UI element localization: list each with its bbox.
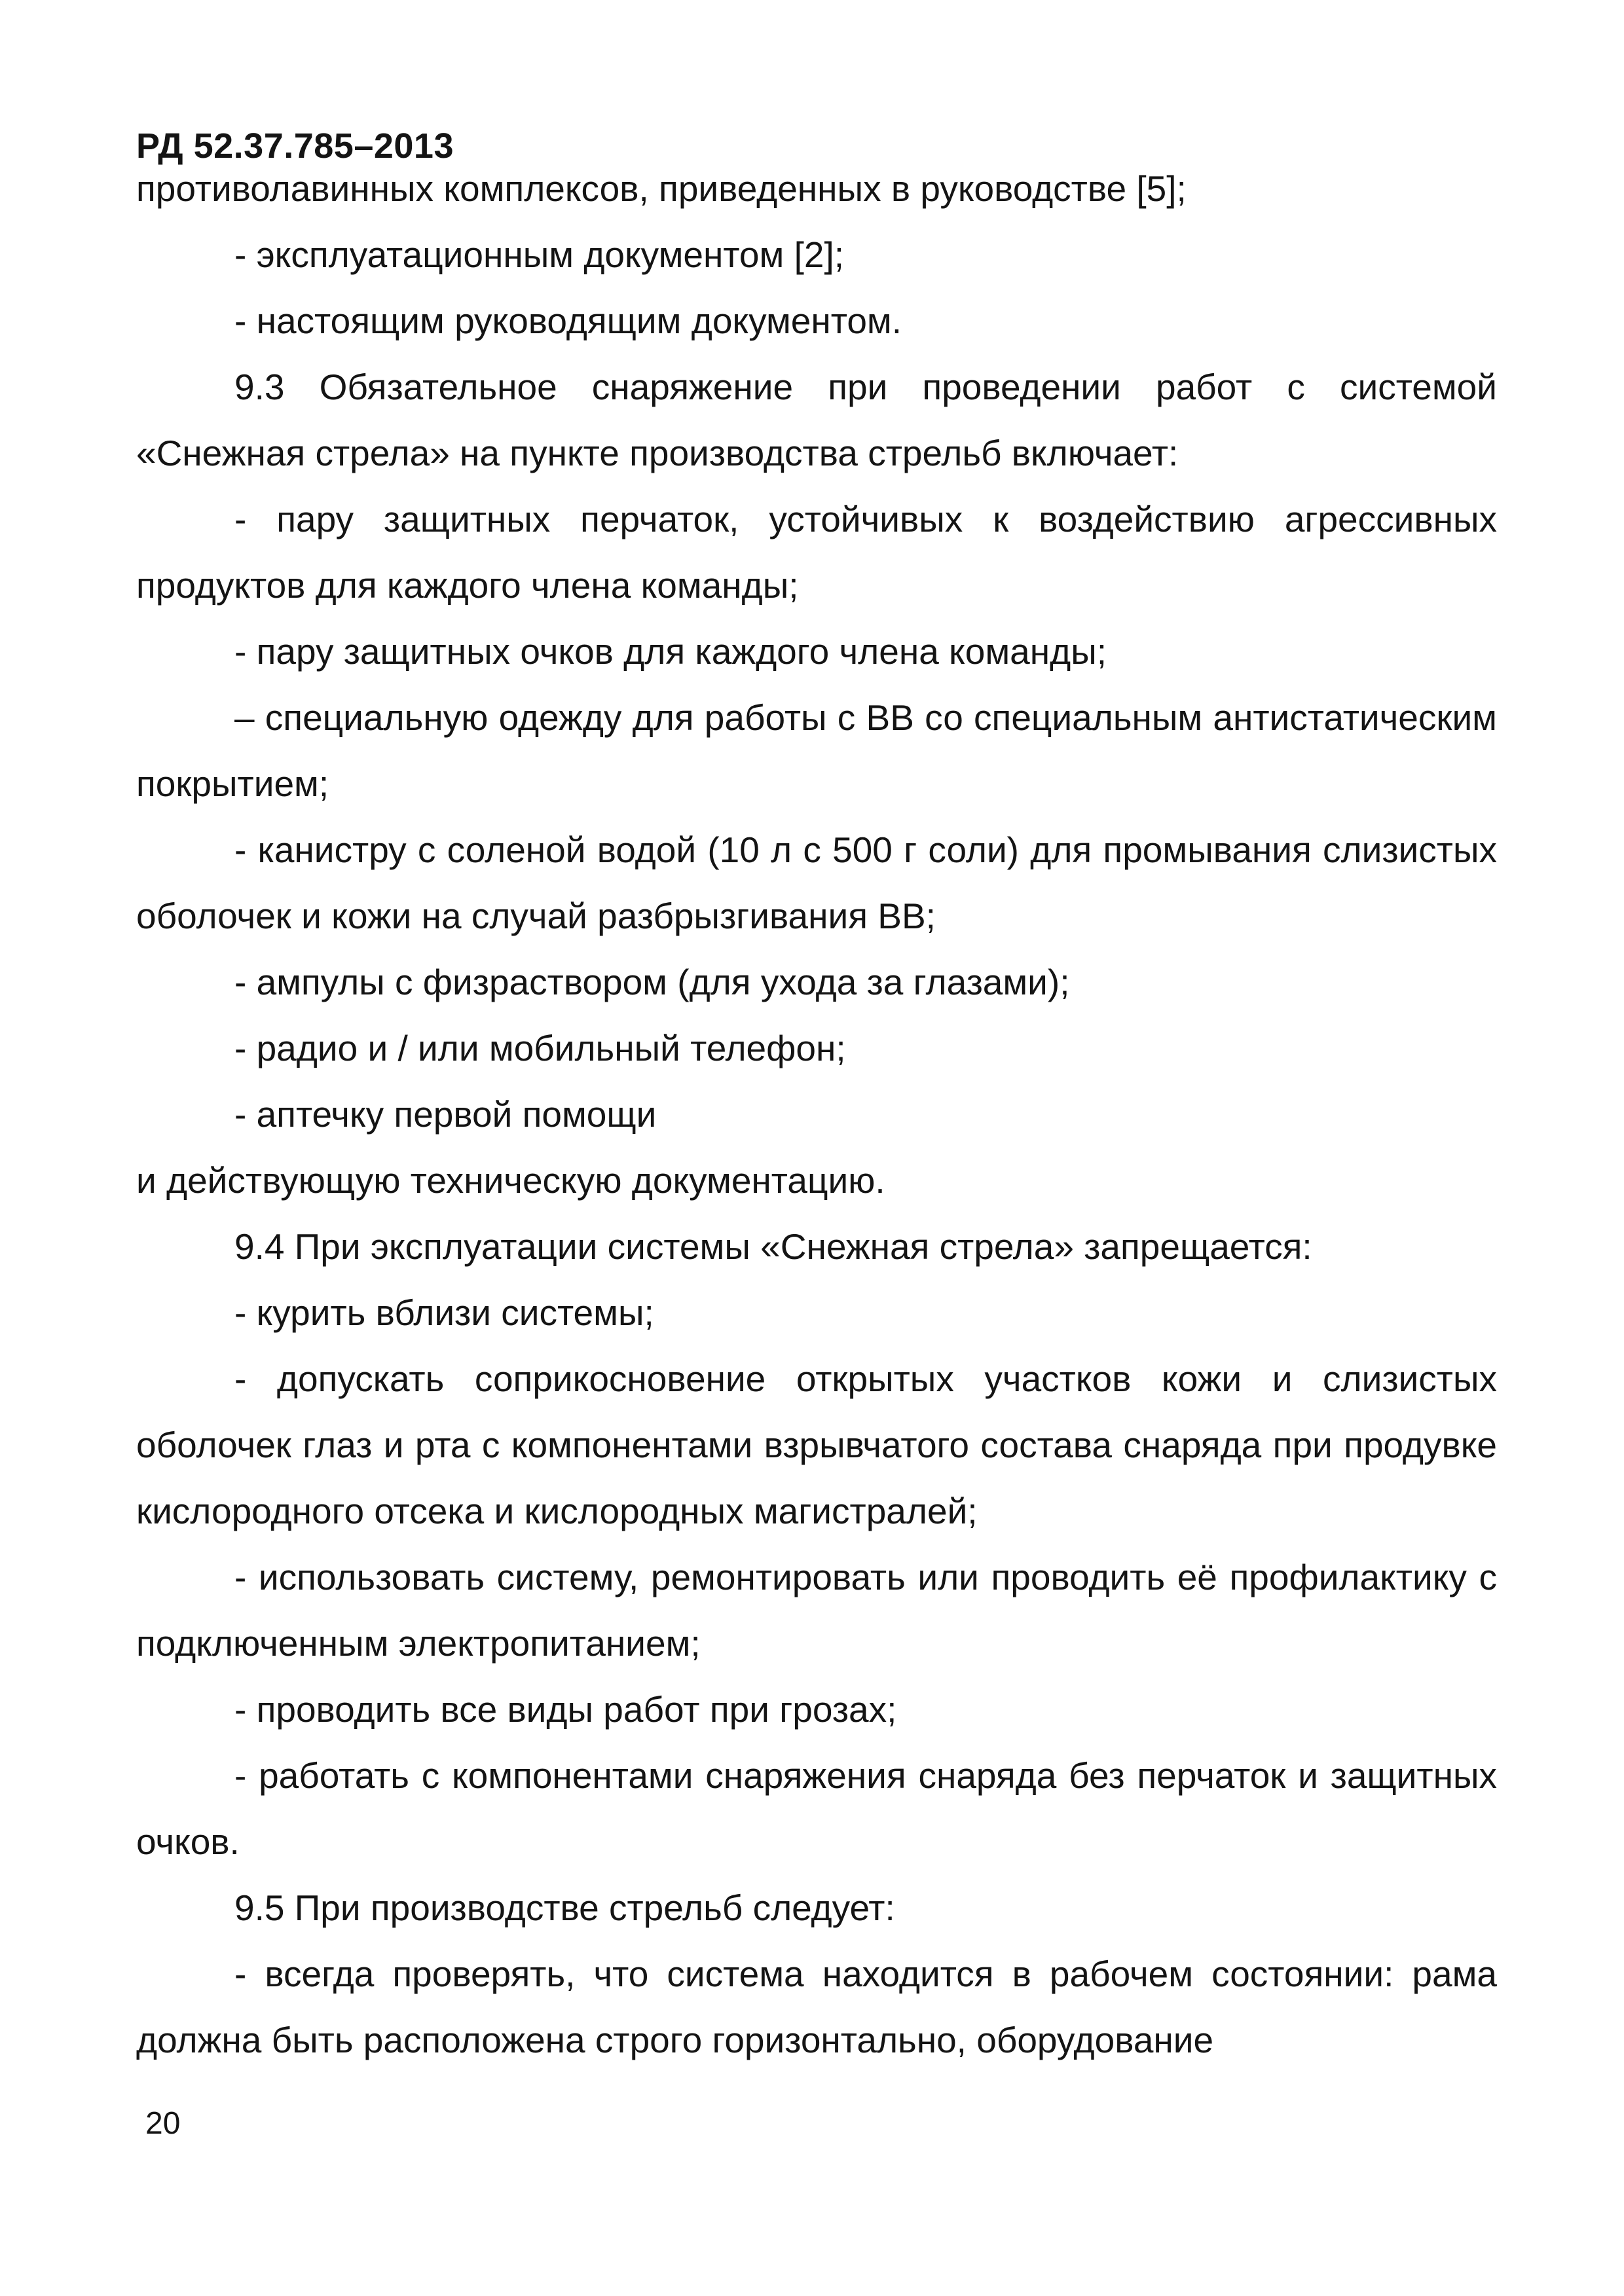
- document-code-header: РД 52.37.785–2013: [136, 126, 454, 166]
- list-item: - ампулы с физраствором (для ухода за глазами);: [234, 962, 1070, 1002]
- list-item: - радио и / или мобильный телефон;: [234, 1028, 846, 1068]
- list-item: - аптечку первой помощи: [234, 1094, 657, 1135]
- document-body: [136, 156, 1497, 2073]
- list-item: – специальную одежду для работы с ВВ со специальным антистатическим покрытием;: [136, 697, 1497, 804]
- list-item: - использовать систему, ремонтировать или проводить её профилактику с подключенным электропитанием;: [136, 1557, 1497, 1664]
- list-item: - всегда проверять, что система находится в рабочем состоянии: рама должна быть расположена строго горизонтально, оборудование: [136, 1954, 1497, 2060]
- list-item: - эксплуатационным документом [2];: [234, 234, 845, 275]
- list-item: - настоящим руководящим документом.: [234, 301, 902, 341]
- page-number: 20: [145, 2106, 181, 2141]
- list-item: - пару защитных перчаток, устойчивых к воздействию агрессивных продуктов для каждого члена команды;: [136, 499, 1497, 606]
- list-item: - допускать соприкосновение открытых участков кожи и слизистых оболочек глаз и рта с компонентами взрывчатого состава снаряда при продувке кислородного отсека и кислородных магистралей;: [136, 1358, 1497, 1531]
- section-9-5-paragraph: 9.5 При производстве стрельб следует:: [234, 1887, 895, 1928]
- list-item: - работать с компонентами снаряжения снаряда без перчаток и защитных очков.: [136, 1755, 1497, 1862]
- section-9-3-paragraph: 9.3 Обязательное снаряжение при проведении работ с системой «Снежная стрела» на пункте производства стрельб включает:: [136, 367, 1497, 473]
- section-9-4-paragraph: 9.4 При эксплуатации системы «Снежная стрела» запрещается:: [234, 1226, 1312, 1267]
- list-item: - пару защитных очков для каждого члена команды;: [234, 631, 1107, 672]
- paragraph-continuation: противолавинных комплексов, приведенных в руководстве [5];: [136, 168, 1187, 209]
- list-item: - проводить все виды работ при грозах;: [234, 1689, 897, 1730]
- list-item: - канистру с соленой водой (10 л с 500 г соли) для промывания слизистых оболочек и кожи на случай разбрызгивания ВВ;: [136, 829, 1497, 936]
- paragraph-text: и действующую техническую документацию.: [136, 1160, 885, 1201]
- list-item: - курить вблизи системы;: [234, 1292, 654, 1333]
